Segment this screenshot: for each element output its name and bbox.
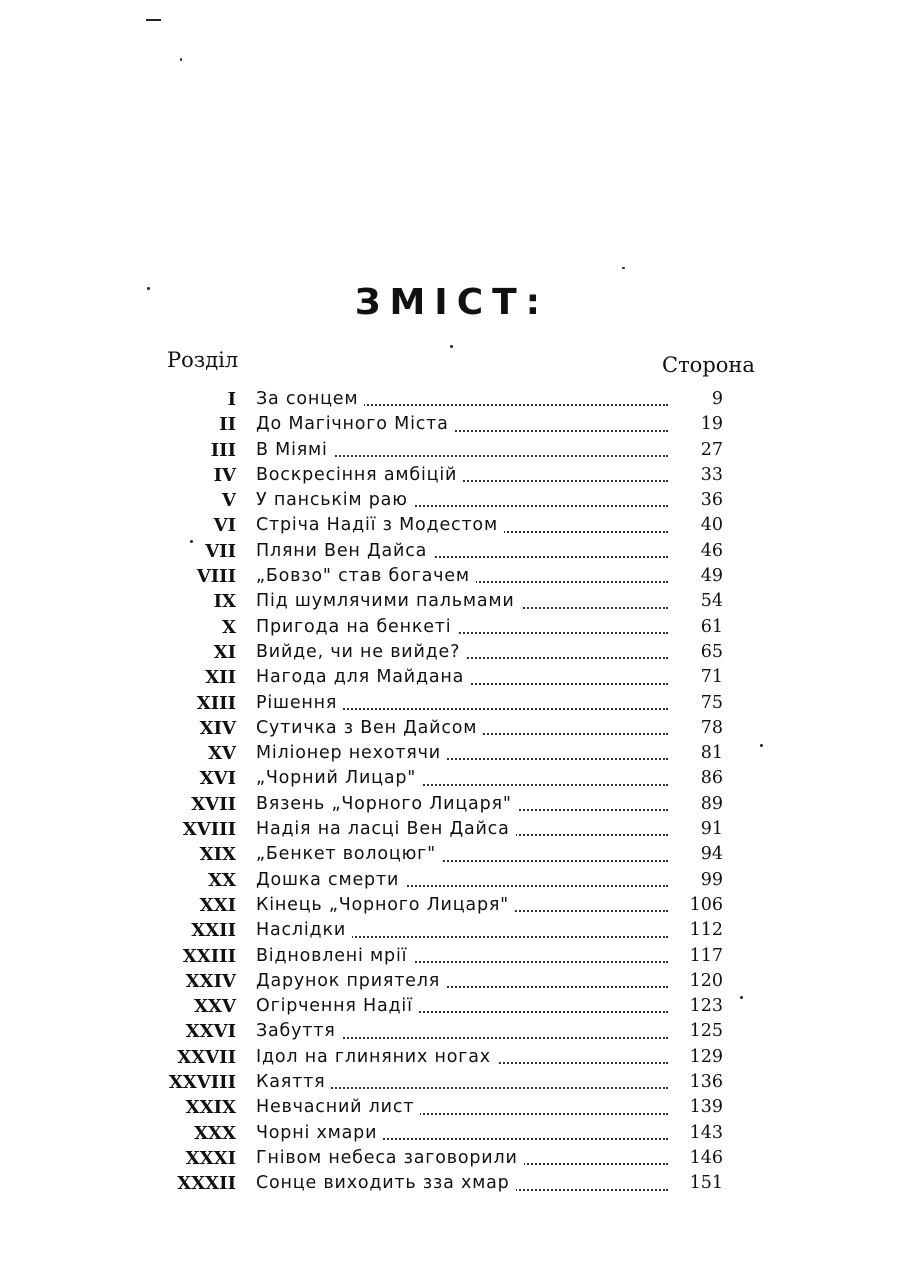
- page-number: 54: [700, 591, 723, 612]
- page-number: 40: [700, 515, 723, 536]
- toc-row: [160, 842, 760, 867]
- chapter-title: Відновлені мрії: [256, 946, 413, 966]
- chapter-title: „Бовзо" став богачем: [256, 566, 476, 586]
- toc-row: [160, 1045, 760, 1070]
- toc-row: [160, 488, 760, 513]
- chapter-entry: [256, 589, 668, 614]
- table-of-contents: [160, 387, 760, 1197]
- chapter-title: Нагода для Майдана: [256, 667, 470, 687]
- page-number: 146: [689, 1147, 723, 1168]
- chapter-number: XXX: [194, 1122, 236, 1144]
- chapter-number: XXI: [199, 894, 236, 916]
- page-number: 112: [689, 920, 723, 941]
- chapter-number: IX: [213, 591, 236, 613]
- page-number: 136: [689, 1072, 723, 1093]
- chapter-number: XXVI: [185, 1021, 236, 1043]
- chapter-entry: [256, 893, 668, 918]
- toc-row: [160, 412, 760, 437]
- toc-row: [160, 1070, 760, 1095]
- chapter-title: Надія на ласці Вен Дайса: [256, 819, 516, 839]
- chapter-entry: [256, 539, 668, 564]
- toc-row: [160, 539, 760, 564]
- chapter-title: Гнівом небеса заговорили: [256, 1148, 524, 1168]
- page-number: 36: [700, 490, 723, 511]
- chapter-column-header: Розділ: [167, 348, 239, 372]
- toc-row: [160, 1146, 760, 1171]
- chapter-entry: [256, 944, 668, 969]
- chapter-title: Дарунок приятеля: [256, 971, 446, 991]
- chapter-title: Сонце виходить зза хмар: [256, 1173, 516, 1193]
- page-number: 151: [689, 1173, 723, 1194]
- chapter-number: XI: [213, 641, 236, 663]
- scan-speck: [622, 267, 625, 269]
- chapter-entry: [256, 1019, 668, 1044]
- toc-row: [160, 564, 760, 589]
- chapter-number: XXII: [191, 920, 236, 942]
- chapter-title: Огірчення Надії: [256, 996, 419, 1016]
- chapter-title: Стріча Надії з Модестом: [256, 515, 504, 535]
- toc-row: [160, 615, 760, 640]
- page-number: 71: [700, 667, 723, 688]
- page-number: 75: [700, 692, 723, 713]
- chapter-title: „Бенкет волоцюг": [256, 844, 442, 864]
- chapter-number: VII: [205, 540, 236, 562]
- page-number: 106: [689, 894, 723, 915]
- chapter-title: Сутичка з Вен Дайсом: [256, 718, 483, 738]
- chapter-title: Чорні хмари: [256, 1123, 383, 1143]
- page-number: 117: [689, 945, 723, 966]
- chapter-number: V: [222, 490, 236, 512]
- chapter-entry: [256, 868, 668, 893]
- chapter-title: Пляни Вен Дайса: [256, 541, 433, 561]
- chapter-number: XXVIII: [168, 1072, 236, 1094]
- chapter-number: XIII: [196, 692, 236, 714]
- chapter-title: В Міямі: [256, 440, 334, 460]
- page-number: 78: [700, 717, 723, 738]
- chapter-number: XIV: [199, 717, 236, 739]
- page-number: 94: [700, 844, 723, 865]
- page-number: 125: [689, 1021, 723, 1042]
- chapter-title: Вязень „Чорного Лицаря": [256, 794, 518, 814]
- chapter-title: Наслідки: [256, 920, 352, 940]
- chapter-entry: [256, 842, 668, 867]
- chapter-entry: [256, 792, 668, 817]
- chapter-entry: [256, 918, 668, 943]
- chapter-number: III: [210, 439, 236, 461]
- chapter-number: XXXI: [185, 1147, 236, 1169]
- scan-speck: [180, 58, 182, 61]
- chapter-entry: [256, 438, 668, 463]
- chapter-number: I: [227, 389, 236, 410]
- chapter-entry: [256, 716, 668, 741]
- chapter-number: VIII: [196, 566, 236, 588]
- toc-row: [160, 640, 760, 665]
- chapter-title: Міліонер нехотячи: [256, 743, 447, 763]
- chapter-entry: [256, 969, 668, 994]
- page-number: 123: [689, 996, 723, 1017]
- chapter-title: Пригода на бенкеті: [256, 617, 457, 637]
- toc-row: [160, 387, 760, 412]
- chapter-title: Воскресіння амбіцій: [256, 465, 463, 485]
- page-number: 89: [700, 793, 723, 814]
- chapter-entry: [256, 1146, 668, 1171]
- page-number: 86: [700, 768, 723, 789]
- page-title: ЗМІСТ:: [354, 282, 550, 323]
- chapter-number: XXVII: [177, 1046, 236, 1068]
- toc-row: [160, 665, 760, 690]
- chapter-entry: [256, 741, 668, 766]
- chapter-entry: [256, 640, 668, 665]
- chapter-number: VI: [213, 515, 236, 537]
- chapter-entry: [256, 615, 668, 640]
- chapter-number: IV: [213, 464, 236, 486]
- chapter-number: II: [219, 414, 236, 436]
- toc-row: [160, 589, 760, 614]
- toc-row: [160, 438, 760, 463]
- chapter-entry: [256, 994, 668, 1019]
- chapter-title: Кінець „Чорного Лицаря": [256, 895, 515, 915]
- page-number: 91: [700, 819, 723, 840]
- chapter-title: Ідол на глиняних ногах: [256, 1047, 497, 1067]
- chapter-title: Дошка смерти: [256, 870, 405, 890]
- page-number: 61: [700, 616, 723, 637]
- toc-row: [160, 716, 760, 741]
- chapter-number: XVI: [199, 768, 236, 790]
- toc-row: [160, 868, 760, 893]
- chapter-title: Під шумлячими пальмами: [256, 591, 521, 611]
- page-number: 9: [711, 389, 723, 409]
- chapter-entry: [256, 488, 668, 513]
- chapter-entry: [256, 412, 668, 437]
- page-number: 99: [700, 869, 723, 890]
- page-number: 46: [700, 540, 723, 561]
- chapter-number: XXXII: [177, 1173, 236, 1195]
- chapter-title: Вийде, чи не вийде?: [256, 642, 466, 662]
- toc-row: [160, 741, 760, 766]
- page-column-header: Сторона: [662, 353, 755, 377]
- toc-row: [160, 918, 760, 943]
- toc-row: [160, 1019, 760, 1044]
- page-number: 120: [689, 970, 723, 991]
- chapter-number: X: [222, 616, 236, 638]
- chapter-number: XV: [208, 743, 236, 765]
- toc-row: [160, 893, 760, 918]
- chapter-title: Невчасний лист: [256, 1097, 420, 1117]
- chapter-number: XIX: [199, 844, 236, 866]
- chapter-title: „Чорний Лицар": [256, 768, 422, 788]
- toc-row: [160, 994, 760, 1019]
- chapter-number: XX: [208, 869, 236, 891]
- chapter-number: XXIV: [185, 970, 236, 992]
- page-number: 33: [700, 464, 723, 485]
- chapter-entry: [256, 1095, 668, 1120]
- chapter-entry: [256, 564, 668, 589]
- toc-row: [160, 792, 760, 817]
- toc-row: [160, 1171, 760, 1196]
- chapter-entry: [256, 463, 668, 488]
- chapter-entry: [256, 513, 668, 538]
- chapter-entry: [256, 1070, 668, 1095]
- chapter-entry: [256, 665, 668, 690]
- chapter-title: Рішення: [256, 693, 343, 713]
- chapter-title: Забуття: [256, 1021, 342, 1041]
- scan-speck: [450, 345, 453, 348]
- toc-row: [160, 463, 760, 488]
- toc-row: [160, 944, 760, 969]
- chapter-entry: [256, 387, 668, 412]
- chapter-entry: [256, 1171, 668, 1196]
- toc-row: [160, 969, 760, 994]
- chapter-number: XVIII: [182, 819, 236, 841]
- toc-row: [160, 1121, 760, 1146]
- chapter-number: XVII: [191, 793, 236, 815]
- chapter-title: У панськім раю: [256, 490, 414, 510]
- chapter-entry: [256, 1045, 668, 1070]
- page-number: 19: [700, 414, 723, 435]
- toc-row: [160, 691, 760, 716]
- chapter-number: XXIX: [185, 1097, 236, 1119]
- toc-row: [160, 1095, 760, 1120]
- chapter-number: XII: [205, 667, 236, 689]
- chapter-title: Каяття: [256, 1072, 331, 1092]
- toc-row: [160, 817, 760, 842]
- chapter-number: XXV: [194, 996, 236, 1018]
- scan-speck: [760, 744, 763, 747]
- scan-mark: [146, 19, 161, 21]
- page-number: 65: [700, 641, 723, 662]
- toc-row: [160, 766, 760, 791]
- page-number: 139: [689, 1097, 723, 1118]
- chapter-entry: [256, 1121, 668, 1146]
- toc-row: [160, 513, 760, 538]
- page-number: 129: [689, 1046, 723, 1067]
- chapter-title: За сонцем: [256, 389, 364, 409]
- chapter-title: До Магічного Міста: [256, 414, 455, 434]
- chapter-entry: [256, 691, 668, 716]
- page-number: 81: [700, 743, 723, 764]
- chapter-entry: [256, 766, 668, 791]
- page-number: 143: [689, 1122, 723, 1143]
- page-number: 27: [700, 439, 723, 460]
- page-number: 49: [700, 566, 723, 587]
- chapter-number: XXIII: [182, 945, 236, 967]
- chapter-entry: [256, 817, 668, 842]
